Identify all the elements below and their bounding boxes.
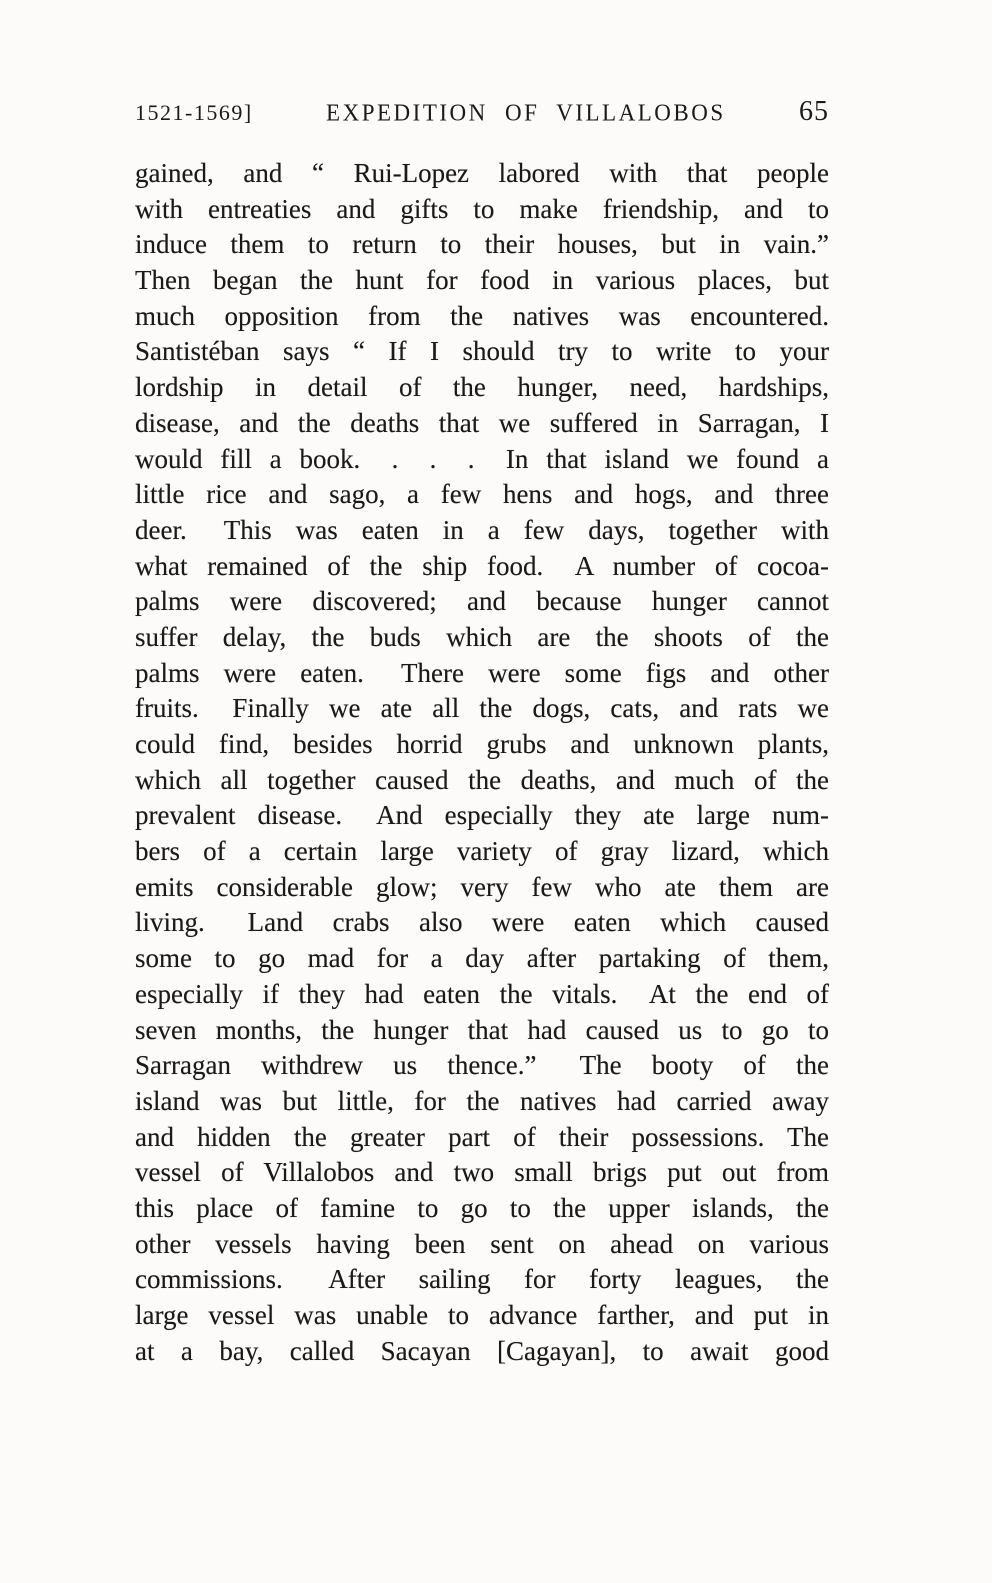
page-number: 65 (799, 96, 829, 127)
text-line: Then began the hunt for food in various places, but (135, 265, 829, 296)
text-line: little rice and sago, a few hens and hogs, and three (135, 479, 829, 510)
text-line: fruits. Finally we ate all the dogs, cats, and rats we (135, 693, 829, 724)
text-line: vessel of Villalobos and two small brigs put out from (135, 1157, 829, 1188)
text-line: would fill a book. . . . In that island we found a (135, 443, 829, 474)
text-block (135, 96, 829, 1369)
text-line: much opposition from the natives was encountered. (135, 300, 829, 331)
text-line: could find, besides horrid grubs and unknown plants, (135, 729, 829, 759)
text-line: emits considerable glow; very few who ate them are (135, 871, 829, 902)
page-body (135, 156, 829, 1369)
text-line: palms were discovered; and because hunger cannot (135, 586, 829, 617)
text-line: deer. This was eaten in a few days, together with (135, 514, 829, 545)
text-line: suffer delay, the buds which are the shoots of the (135, 621, 829, 652)
text-line: Sarragan withdrew us thence.” The booty of the (135, 1050, 829, 1081)
text-line: bers of a certain large variety of gray lizard, which (135, 836, 829, 867)
text-line: this place of famine to go to the upper islands, the (135, 1192, 829, 1223)
text-line: Santistéban says “ If I should try to write to your (135, 336, 829, 367)
text-line: with entreaties and gifts to make friendship, and to (135, 193, 829, 224)
text-line: island was but little, for the natives had carried away (135, 1085, 829, 1116)
text-line: what remained of the ship food. A number of cocoa- (135, 550, 829, 581)
header-running-title: EXPEDITION OF VILLALOBOS (326, 99, 726, 126)
text-line: living. Land crabs also were eaten which caused (135, 907, 829, 938)
text-line: at a bay, called Sacayan [Cagayan], to await good (135, 1335, 829, 1366)
text-line: lordship in detail of the hunger, need, hardships, (135, 372, 829, 403)
text-line: prevalent disease. And especially they ate large num- (135, 800, 829, 831)
text-line: disease, and the deaths that we suffered in Sarragan, I (135, 407, 829, 438)
text-line: commissions. After sailing for forty leagues, the (135, 1264, 829, 1295)
text-line: and hidden the greater part of their possessions. The (135, 1121, 829, 1152)
text-line: induce them to return to their houses, but in vain.” (135, 229, 829, 260)
text-line: especially if they had eaten the vitals. At the end of (135, 978, 829, 1009)
text-line: large vessel was unable to advance farther, and put in (135, 1300, 829, 1330)
text-line: other vessels having been sent on ahead on various (135, 1228, 829, 1259)
header-date-range: 1521-1569] (135, 100, 253, 125)
running-header (135, 96, 829, 126)
text-line: palms were eaten. There were some figs and other (135, 657, 829, 688)
text-line: some to go mad for a day after partaking of them, (135, 943, 829, 974)
text-line: which all together caused the deaths, and much of the (135, 764, 829, 795)
text-line: seven months, the hunger that had caused us to go to (135, 1014, 829, 1045)
text-line: gained, and “ Rui-Lopez labored with that people (135, 158, 829, 188)
